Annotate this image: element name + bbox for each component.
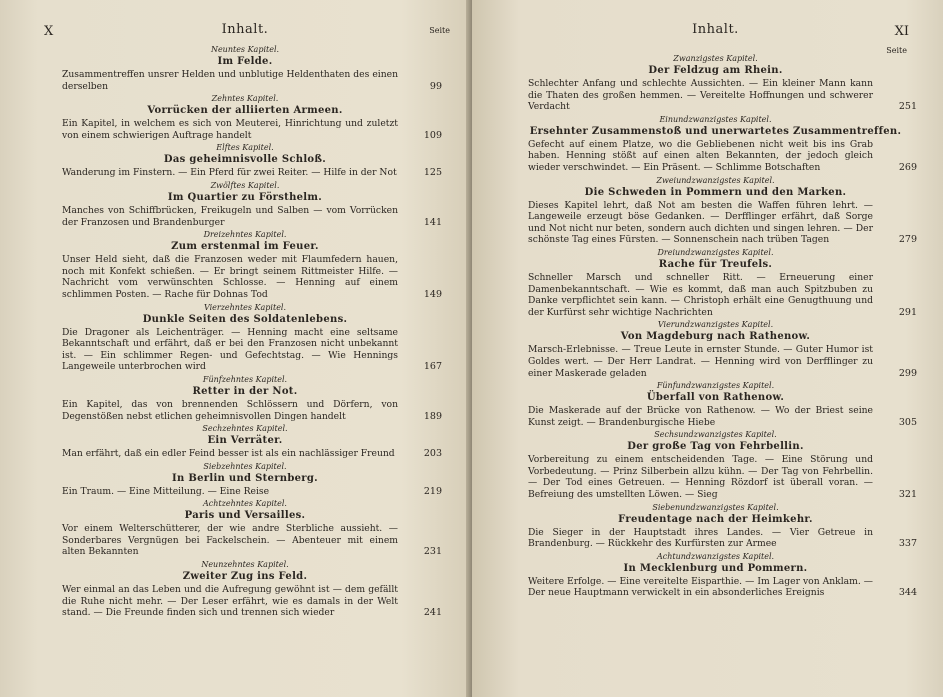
chapter-summary-text: Die Sieger in der Hauptstadt ihres Landes. — Vier Getreue in Brandenburg. — Rückkehr des Kurfürsten zur Armee: [528, 526, 873, 550]
chapter-title: In Mecklenburg und Pommern.: [623, 562, 808, 574]
chapter-number: Dreiundzwanzigstes Kapitel.: [657, 247, 774, 257]
chapter-title: Der Feldzug am Rhein.: [648, 65, 783, 76]
chapter-number: Dreizehntes Kapitel.: [203, 230, 287, 240]
toc-entry: [62, 93, 442, 141]
chapter-page-number: 299: [898, 367, 917, 379]
toc-entry: [62, 374, 442, 422]
chapter-title: Zum erstenmal im Feuer.: [171, 241, 319, 253]
chapter-summary-text: Wer einmal an das Leben und die Aufregung gewöhnt ist — dem gefällt die Ruhe nicht mehr. — Der Leser erfährt, wie es damals in der Welt stand. — Die Freunde finden sich und trennen sich wieder: [62, 584, 398, 619]
toc-entry: [62, 180, 442, 228]
toc-entry: [62, 44, 442, 92]
chapter-summary: [62, 118, 442, 141]
chapter-summary-text: Die Dragoner als Leichenträger. — Henning macht eine seltsame Bekanntschaft und erfährt, daß er bei den Franzosen nicht unbekannt ist. — Ein schlimmer Regen- und Gefechtstag. — Wie Hennings Langeweile unterbrochen wird: [62, 326, 398, 373]
toc-entry: [528, 502, 917, 550]
chapter-page-number: 99: [429, 80, 442, 92]
chapter-summary-text: Wanderung im Finstern. — Ein Pferd für zwei Reiter. — Hilfe in der Not: [62, 167, 397, 179]
toc-entry: [62, 498, 442, 558]
chapter-page-number: 337: [898, 538, 917, 550]
chapter-page-number: 203: [423, 448, 442, 460]
chapter-summary-text: Manches von Schiffbrücken, Freikugeln und Salben — vom Vorrücken der Franzosen und Brandenburger: [62, 204, 398, 228]
chapter-summary-text: Schlechter Anfang und schlechte Aussichten. — Ein kleiner Mann kann die Thaten des großen hemmen. — Vereitelte Hoffnungen und schwerer Verdacht: [528, 78, 873, 113]
chapter-summary: [528, 405, 917, 428]
chapter-summary: [528, 454, 917, 501]
chapter-page-number: 251: [898, 101, 917, 113]
toc-entry: [62, 461, 442, 498]
toc-entry: [528, 429, 917, 501]
chapter-number: Siebenundzwanzigstes Kapitel.: [652, 502, 779, 512]
chapter-number: Zweiundzwanzigstes Kapitel.: [656, 175, 775, 185]
right-page-header: [528, 22, 909, 55]
toc-entry: [528, 175, 917, 246]
chapter-number: Elftes Kapitel.: [216, 143, 274, 153]
chapter-page-number: 189: [423, 410, 442, 422]
chapter-summary: [528, 575, 917, 599]
chapter-summary-text: Vorbereitung zu einem entscheidenden Tage. — Eine Störung und Vorbedeutung. — Prinz Silberbein allzu kühn. — Der Tag von Fehrbellin. — Der Tod eines Getreuen. — Henning Rözdorf ist überall voran. — Befreiung des umstellten Löwen. — Sieg: [528, 454, 873, 501]
chapter-summary: [528, 199, 917, 246]
chapter-number: Sechsundzwanzigstes Kapitel.: [654, 430, 777, 440]
toc-entry: [62, 423, 442, 460]
page-number: X: [44, 24, 54, 39]
chapter-summary: [528, 526, 917, 550]
chapter-page-number: 109: [423, 129, 442, 141]
chapter-title: Von Magdeburg nach Rathenow.: [620, 331, 811, 343]
chapter-page-number: 279: [898, 234, 917, 246]
chapter-title: Retter in der Not.: [192, 385, 298, 397]
chapter-title: Ein Verräter.: [207, 435, 283, 447]
chapter-page-number: 291: [898, 306, 917, 318]
chapter-title: Der große Tag von Fehrbellin.: [627, 441, 804, 453]
header-title: Inhalt.: [692, 22, 739, 37]
chapter-number: Fünfzehntes Kapitel.: [202, 374, 288, 384]
chapter-summary-text: Man erfährt, daß ein edler Feind besser ist als ein nachlässiger Freund: [62, 448, 395, 460]
chapter-title: Im Quartier zu Försthelm.: [167, 191, 323, 203]
toc-entry: [62, 229, 442, 300]
chapter-summary-text: Ein Traum. — Eine Mitteilung. — Eine Reise: [62, 485, 270, 497]
chapter-summary: [62, 254, 442, 300]
chapter-number: Fünfundzwanzigstes Kapitel.: [656, 381, 775, 391]
chapter-number: Siebzehntes Kapitel.: [203, 461, 287, 471]
toc-entry: [528, 247, 917, 318]
right-page: [472, 0, 943, 697]
chapter-summary: [62, 584, 442, 619]
chapter-summary-text: Zusammentreffen unsrer Helden und unblutige Heldenthaten des einen derselben: [62, 69, 398, 92]
chapter-page-number: 125: [423, 167, 442, 179]
left-page-header: [44, 22, 450, 42]
seite-label: Seite: [886, 46, 907, 55]
toc-entry: [62, 559, 442, 619]
chapter-summary-text: Die Maskerade auf der Brücke von Rathenow. — Wo der Briest seine Kunst zeigt. — Brandenburgische Hiebe: [528, 405, 873, 428]
toc-entry: [528, 380, 917, 428]
chapter-summary: [62, 204, 442, 228]
chapter-page-number: 344: [898, 587, 917, 599]
chapter-page-number: 149: [423, 288, 442, 300]
chapter-summary-text: Ein Kapitel, in welchem es sich von Meuterei, Hinrichtung und zuletzt von einem schwierigen Auftrage handelt: [62, 118, 398, 141]
toc-entry: [62, 142, 442, 179]
chapter-page-number: 305: [898, 416, 917, 428]
seite-label: Seite: [429, 26, 450, 35]
chapter-summary-text: Vor einem Welterschütterer, der wie andre Sterbliche aussieht. — Sonderbares Vergnügen bei Fackelschein. — Abenteuer mit einem alten Bekannten: [62, 523, 398, 558]
toc-entry: [528, 114, 917, 174]
chapter-number: Zwölftes Kapitel.: [210, 180, 280, 190]
chapter-page-number: 269: [898, 161, 917, 173]
chapter-title: Im Felde.: [217, 56, 273, 67]
chapter-summary: [528, 78, 917, 113]
chapter-title: Ersehnter Zusammenstoß und unerwartetes Zusammentreffen.: [529, 125, 902, 137]
toc-list: [528, 53, 917, 599]
chapter-summary-text: Schneller Marsch und schneller Ritt. — Erneuerung einer Damenbekanntschaft. — Wie es kommt, daß man auch Spitzbuben zu Danke verpflichtet sein kann. — Christoph erhält eine Genugthuung und der Kurfürst sehr wichtige Nachrichten: [528, 271, 873, 318]
chapter-summary: [62, 326, 442, 373]
toc-list: [62, 44, 442, 619]
chapter-title: Dunkle Seiten des Soldatenlebens.: [142, 313, 348, 325]
chapter-title: Paris und Versailles.: [184, 510, 306, 522]
toc-entry: [528, 319, 917, 379]
chapter-number: Neunzehntes Kapitel.: [201, 560, 289, 570]
chapter-summary: [528, 344, 917, 379]
chapter-summary: [62, 523, 442, 558]
toc-entry: [62, 302, 442, 373]
toc-entry: [528, 551, 917, 599]
chapter-title: Die Schweden in Pommern und den Marken.: [584, 186, 847, 198]
chapter-summary-text: Unser Held sieht, daß die Franzosen weder mit Flaumfedern hauen, noch mit Konfekt schießen. — Er bringt seinem Rittmeister Hilfe. — Nachricht vom verwünschten Schlosse. — Henning auf einem schlimmen Posten. — Rache für Dohnas Tod: [62, 254, 398, 300]
chapter-number: Einundzwanzigstes Kapitel.: [659, 114, 772, 124]
chapter-page-number: 141: [423, 216, 442, 228]
chapter-summary-text: Ein Kapitel, das von brennenden Schlössern und Dörfern, von Degenstößen nebst etlichen geheimnisvollen Dingen handelt: [62, 398, 398, 422]
chapter-number: Sechzehntes Kapitel.: [202, 424, 288, 434]
page-number: XI: [894, 24, 909, 39]
chapter-title: Vorrücken der alliierten Armeen.: [147, 105, 343, 117]
chapter-summary-text: Marsch-Erlebnisse. — Treue Leute in ernster Stunde. — Guter Humor ist Goldes wert. — Der Herr Landrat. — Henning wird von Derfflinger zu einer Maskerade geladen: [528, 344, 873, 379]
chapter-page-number: 219: [423, 485, 442, 497]
toc-entry: [528, 53, 917, 113]
chapter-number: Neuntes Kapitel.: [210, 45, 280, 54]
chapter-number: Achtzehntes Kapitel.: [203, 499, 287, 509]
chapter-summary: [528, 271, 917, 318]
chapter-page-number: 241: [423, 607, 442, 619]
chapter-summary-text: Gefecht auf einem Platze, wo die Gebliebenen nicht weit bis ins Grab haben. Henning stößt auf einen alten Bekannten, der jedoch gleich wieder verschwindet. — Ein Präsent. — Schlimme Botschaften: [528, 138, 873, 173]
chapter-number: Vierzehntes Kapitel.: [203, 302, 287, 312]
chapter-summary: [62, 485, 442, 498]
chapter-title: Freudentage nach der Heimkehr.: [618, 513, 813, 525]
chapter-summary-text: Dieses Kapitel lehrt, daß Not am besten die Waffen führen lehrt. — Langeweile erzeugt böse Gedanken. — Derfflinger erfährt, daß Sorge und Not nicht nur beten, sondern auch dichten und singen lehren. — Der schönste Tag eines Fürsten. — Sonnenschein nach trüben Tagen: [528, 199, 873, 246]
chapter-title: Überfall von Rathenow.: [646, 392, 785, 404]
chapter-summary: [62, 69, 442, 92]
chapter-summary-text: Weitere Erfolge. — Eine vereitelte Eisparthie. — Im Lager von Anklam. — Der neue Hauptmann verwickelt in ein absonderliches Ereignis: [528, 575, 873, 599]
chapter-title: Zweiter Zug ins Feld.: [182, 571, 308, 583]
chapter-page-number: 231: [423, 546, 442, 558]
chapter-summary: [62, 167, 442, 179]
chapter-page-number: 167: [423, 361, 442, 373]
chapter-number: Zehntes Kapitel.: [211, 94, 279, 104]
chapter-title: Rache für Treufels.: [658, 258, 773, 270]
chapter-summary: [62, 448, 442, 460]
chapter-summary: [528, 138, 917, 174]
chapter-title: In Berlin und Sternberg.: [172, 472, 318, 484]
chapter-title: Das geheimnisvolle Schloß.: [163, 154, 327, 166]
chapter-page-number: 321: [898, 489, 917, 501]
chapter-number: Vierundzwanzigstes Kapitel.: [657, 320, 774, 330]
chapter-number: Zwanzigstes Kapitel.: [673, 54, 758, 63]
header-title: Inhalt.: [221, 22, 269, 37]
chapter-summary: [62, 398, 442, 422]
chapter-number: Achtundzwanzigstes Kapitel.: [656, 551, 775, 561]
